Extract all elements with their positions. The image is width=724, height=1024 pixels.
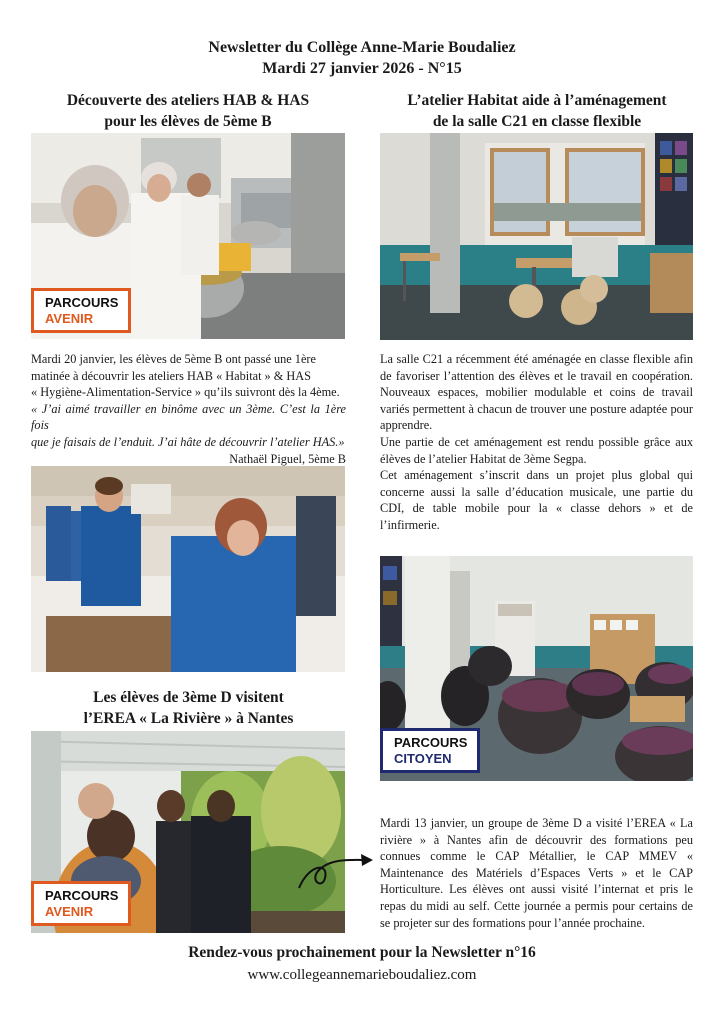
parcours-citoyen-badge [380,728,480,773]
habitat-c21-article-text [380,351,693,534]
kitchen-workshop-photo [31,133,345,339]
habitat-paragraph-2: Une partie de cet aménagement est rendu possible grâce aux élèves de l’atelier Habitat de 3ème Segpa. [380,434,693,466]
badge-parcours-label: PARCOURS [45,888,119,903]
habitat-title-line1: L’atelier Habitat aide à l’aménagement [407,92,667,109]
newsletter-title: Newsletter du Collège Anne-Marie Boudaliez [208,39,516,56]
bean-bag-room-photo [380,556,693,781]
hab-has-text-line2: matinée à découvrir les ateliers HAB « Habitat » & HAS [31,368,312,383]
hab-has-title-line2: pour les élèves de 5ème B [104,113,272,130]
hab-has-title-line1: Découverte des ateliers HAB & HAS [66,92,310,109]
hab-has-text-line3: « Hygiène-Alimentation-Service » qu’ils suivront dès la 4ème. [31,385,340,400]
erea-paragraph: Mardi 13 janvier, un groupe de 3ème D a visité l’EREA « La rivière » à Nantes afin de découvrir des formations peu connues comme le CAP Métallier, le CAP MMEV « Maintenance des Matériels d’Espaces Verts » et le CAP Horticulture. Les élèves ont aussi visité l’internat et pris le repas du midi au self. Cette journée a permis pour certains de se projeter sur des formations pour l’année prochaine. [380,816,693,930]
habitat-paragraph-3: Cet aménagement s’inscrit dans un projet plus global qui concerne aussi la salle d’éducation musicale, une partie du CDI, de table mobile pour la « classe dehors » et de l’infirmerie. [380,468,693,532]
hab-has-text-line1: Mardi 20 janvier, les élèves de 5ème B ont passé une 1ère [31,352,316,366]
greenhouse-visit-photo [31,731,345,933]
parcours-avenir-badge [31,288,131,333]
badge-avenir-label: AVENIR [45,904,94,919]
flexible-classroom-photo [380,133,693,340]
hab-has-article-title [30,90,346,132]
school-website-link[interactable]: www.collegeannemarieboudaliez.com [247,967,477,983]
newsletter-date-issue: Mardi 27 janvier 2026 - N°15 [262,60,462,77]
hab-has-article-text [31,351,346,467]
parcours-avenir-badge-erea [31,881,131,926]
erea-title-line1: Les élèves de 3ème D visitent [93,689,284,706]
quote-signature: Nathaël Piguel, 5ème B [229,451,346,466]
erea-article-title [31,687,346,729]
curly-arrow-icon [295,850,380,895]
student-quote-line2: que je faisais de l’enduit. J’ai hâte de découvrir l’atelier HAS.» [31,434,345,449]
badge-citoyen-label: CITOYEN [394,751,452,766]
erea-article-text [380,815,693,931]
erea-title-line2: l’EREA « La Rivière » à Nantes [83,710,294,727]
habitat-paragraph-1: La salle C21 a récemment été aménagée en classe flexible afin de favoriser l’attention des élèves et le travail en coopération. Nouveaux espaces, mobilier modulable et coins de travail variés permettent à chacun de trouver une posture adaptée pour apprendre. [380,352,693,433]
badge-parcours-label: PARCOURS [45,295,119,310]
habitat-c21-article-title [374,90,700,132]
badge-parcours-label: PARCOURS [394,735,468,750]
badge-avenir-label: AVENIR [45,311,94,326]
student-quote-line1: « J’ai aimé travailler en binôme avec un 3ème. C’est la 1ère fois [31,401,346,433]
next-newsletter-notice: Rendez-vous prochainement pour la Newsletter n°16 [188,944,536,961]
plastering-workshop-photo [31,466,345,672]
habitat-title-line2: de la salle C21 en classe flexible [432,113,642,130]
